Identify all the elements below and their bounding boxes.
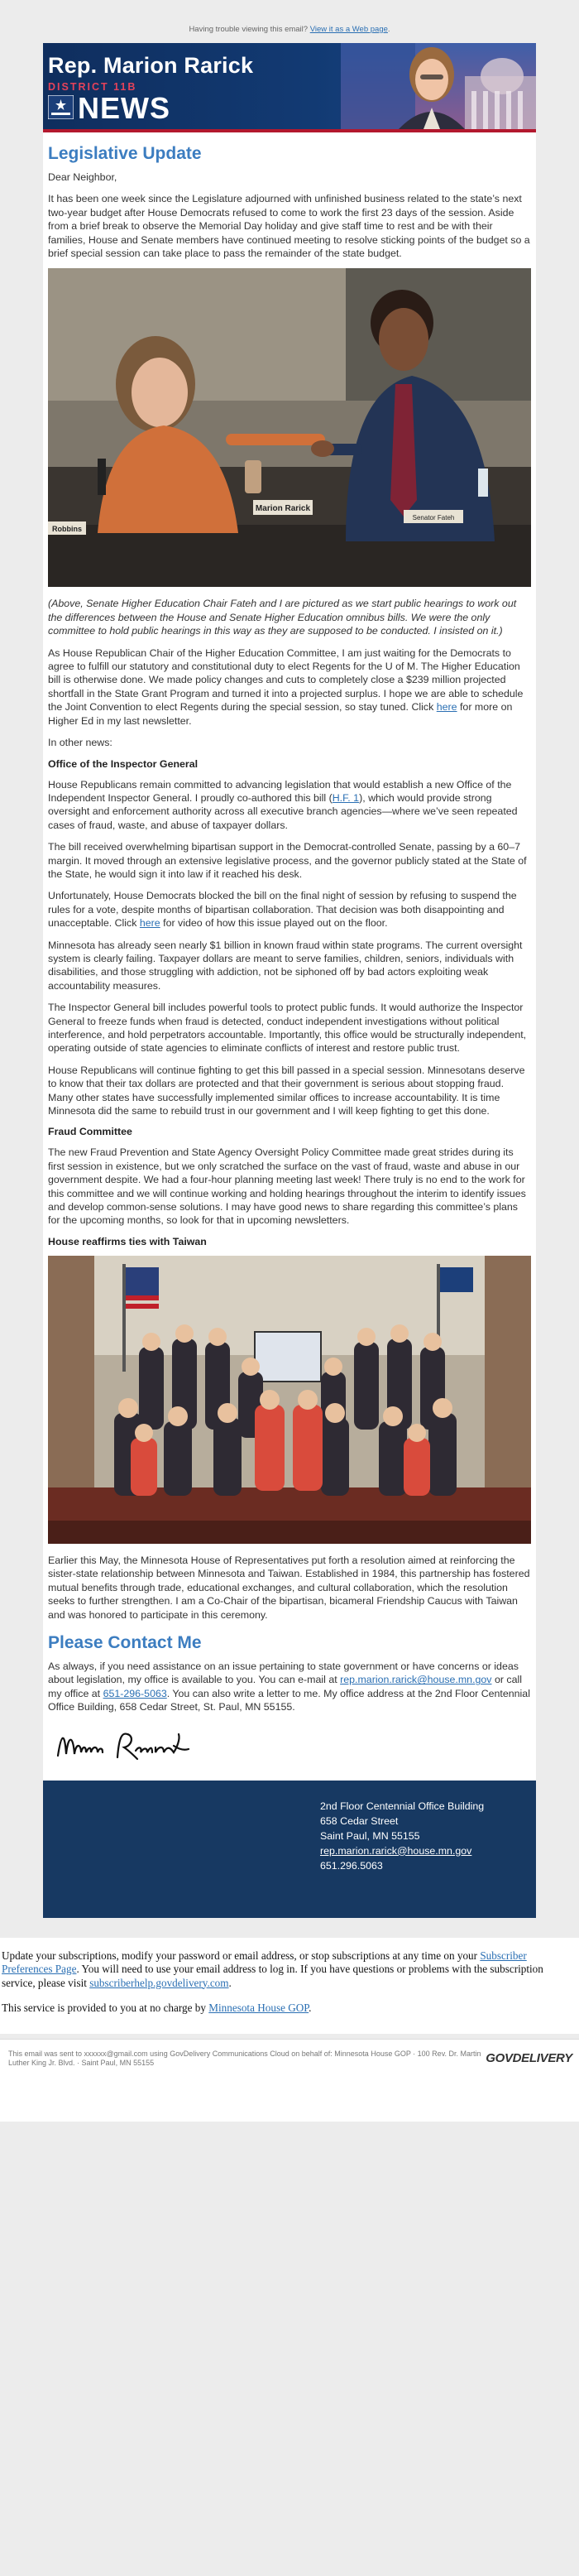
- subscription-info: [0, 1938, 579, 2034]
- office-address-footer: [43, 1781, 536, 1918]
- taiwan-resolution-group-photo: [48, 1256, 531, 1544]
- nameplate-robbins: Robbins: [52, 525, 82, 534]
- fraud-paragraph: The new Fraud Prevention and State Agency Oversight Policy Committee made great strides during its first session in existence, but we only scratched the surface on the vast of fraud, waste and abuse in our government despite. We had a four-hour planning meeting last week! There truly is no end to the work for this committee and we will continue working and holding hearings throughout the interim to identify issues and develop common-sense solutions. I may have good news to share regarding this committee’s plans for the upcoming months, so look for that in upcoming newsletters.: [48, 1146, 526, 1227]
- newsletter-banner: [43, 43, 536, 132]
- nameplate-rarick: Marion Rarick: [255, 504, 311, 514]
- footer-city: Saint Paul, MN 55155: [320, 1829, 420, 1842]
- contact-paragraph: As always, if you need assistance on an issue pertaining to state government or have concerns or ideas about legislation, my office is available to you. You can e-mail at rep.marion.rarick@house.mn.gov or call my office at 651-296-5063. You can also write a letter to me. My office address at the 2nd Floor Centennial Office Building, 658 Cedar Street, St. Paul, MN 55155.: [48, 1660, 530, 1713]
- trouble-viewing-text: Having trouble viewing this email?: [189, 25, 309, 34]
- capitol-portrait-image: [341, 43, 536, 129]
- higher-ed-hearing-photo: [48, 268, 531, 587]
- ig-paragraph-2: The bill received overwhelming bipartisan support in the Democrat-controlled Senate, passing by a 60–7 margin. It moved through an extensive legislative process, and the governor publicly stated at the State of the State, he would sign it into law if it reached his desk.: [48, 841, 527, 880]
- ig-paragraph-6: House Republicans will continue fighting to get this bill passed in a special session. Minnesotans deserve to know that their tax dollars are protected and that their government is serious about stopping fraud. Many other states have successfully implemented similar offices to increase accountability. It is time Minnesota did the same to rebuild trust in our government and I will keep fighting to get this done.: [48, 1064, 525, 1117]
- trouble-viewing-note: Having trouble viewing this email? View it as a Web page.: [189, 25, 390, 34]
- newsletter-container: [43, 43, 536, 1918]
- footer-street: 658 Cedar Street: [320, 1814, 399, 1827]
- subscription-paragraph: Update your subscriptions, modify your password or email address, or stop subscriptions at any time on your Subscriber Preferences Page. You will need to use your email address to log in. If you have questions or problems with the subscription service, please visit subscriberhelp.govdelivery.com.: [2, 1949, 543, 1989]
- sent-to-fineprint: This email was sent to xxxxxx@gmail.com using GovDelivery Communications Cloud on behalf of: Minnesota House GOP · 100 Rev. Dr. Martin Luther King Jr. Blvd. · Saint Paul, MN 55155: [8, 2049, 481, 2067]
- greeting: Dear Neighbor,: [48, 171, 117, 183]
- ig-paragraph-1: House Republicans remain committed to advancing legislation that would establish a new Office of the Independent Inspector General. I proudly co-authored this bill (H.F. 1), which would provide strong oversight and enforcement authority across all executive branch agencies—where we’ve seen repeated cases of fraud, waste, and abuse of taxpayer dollars.: [48, 778, 518, 831]
- contact-email-link[interactable]: rep.marion.rarick@house.mn.gov: [340, 1674, 492, 1686]
- signature-image: [53, 1723, 194, 1769]
- contact-phone-link[interactable]: 651-296-5063: [103, 1687, 167, 1699]
- govdelivery-footer: [0, 2039, 579, 2122]
- footer-phone: 651.296.5063: [320, 1859, 383, 1872]
- inspector-general-heading: Office of the Inspector General: [48, 757, 199, 770]
- other-news-label: In other news:: [48, 737, 112, 749]
- subscriber-help-link[interactable]: subscriberhelp.govdelivery.com: [89, 1976, 229, 1989]
- taiwan-paragraph: Earlier this May, the Minnesota House of Representatives put forth a resolution aimed at reinforcing the sister-state relationship between Minnesota and Taiwan. Established in 1984, this partnership has fostered mutual benefits through trade, educational exchanges, and cultural collaboration, which the resolution seeks to further strengthen. I am a Co-Chair of the bipartisan, bicameral Friendship Caucus with Taiwan and was honored to participate in this ceremony.: [48, 1554, 530, 1621]
- subscriber-preferences-link[interactable]: Subscriber Preferences Page: [2, 1949, 527, 1976]
- service-provider-paragraph: This service is provided to you at no charge by Minnesota House GOP.: [2, 2002, 312, 2015]
- nameplate-fateh: Senator Fateh: [412, 514, 455, 522]
- fraud-committee-heading: Fraud Committee: [48, 1126, 132, 1138]
- legislative-update-heading: Legislative Update: [48, 144, 202, 163]
- ig-paragraph-3: Unfortunately, House Democrats blocked the bill on the final night of session by refusing to suspend the rules for a vote, despite months of bipartisan collaboration. That decision was both disappointing and unacceptable. Click here for video of how this issue played out on the floor.: [48, 890, 517, 930]
- photo-caption: (Above, Senate Higher Education Chair Fateh and I are pictured as we start public hearings to work out the differences between the House and Senate Higher Education omnibus bills. We were the only committee to hold public hearings in this way as they are supposed to be conducted. I insisted on it.): [48, 598, 517, 637]
- govdelivery-logo: GOVDELIVERY: [486, 2050, 572, 2065]
- ig-paragraph-4: Minnesota has already seen nearly $1 billion in known fraud within state programs. The current oversight system is clearly failing. Taxpayer dollars are meant to serve families, children, seniors, individuals with disabilities, and those struggling with addiction, not be siphoned off by bad actors exploiting weak accountability measures.: [48, 939, 523, 992]
- intro-paragraph: It has been one week since the Legislature adjourned with unfinished business related to the state’s next two-year budget after House Democrats refused to come to work the first 23 days of the session. Aside from a brief break to observe the Memorial Day holiday and give staff time to rest and be with their families, House and Senate members have continued meeting to resolve sticking points of the budget so a brief special session can take place to pass the remainder of the state budget.: [48, 193, 530, 260]
- floor-video-link[interactable]: here: [139, 917, 160, 930]
- banner-news: NEWS: [78, 91, 170, 125]
- footer-building: 2nd Floor Centennial Office Building: [320, 1800, 485, 1812]
- footer-email-link[interactable]: rep.marion.rarick@house.mn.gov: [320, 1844, 472, 1857]
- taiwan-heading: House reaffirms ties with Taiwan: [48, 1235, 207, 1247]
- higher-ed-newsletter-link[interactable]: here: [436, 701, 457, 714]
- banner-district: DISTRICT 11B: [48, 81, 137, 93]
- minnesota-flag-icon: [48, 95, 74, 119]
- ig-paragraph-5: The Inspector General bill includes powerful tools to protect public funds. It would authorize the Inspector General to freeze funds when fraud is detected, conduct independent investigations without political interference, and hold perpetrators accountable. Importantly, this office would be structurally independent, operating outside of state agencies to eliminate conflicts of interest and restore public trust.: [48, 1002, 527, 1055]
- hf1-link[interactable]: H.F. 1: [332, 791, 360, 804]
- higher-ed-paragraph: As House Republican Chair of the Higher Education Committee, I am just waiting for the Democrats to agree to fulfill our statutory and constitutional duty to elect Regents for the U of M. The Higher Education bill is otherwise done. We made policy changes and cuts to completely close a $239 million projected shortfall in the State Grant Program and turned it into a projected surplus. I hope we are able to schedule the Joint Convention to elect Regents during the special session, so stay tuned. Click here for more on Higher Ed in my last newsletter.: [48, 646, 524, 727]
- contact-heading: Please Contact Me: [48, 1632, 202, 1652]
- mn-house-gop-link[interactable]: Minnesota House GOP: [208, 2002, 309, 2015]
- view-web-page-link[interactable]: View it as a Web page: [309, 25, 388, 34]
- banner-title: Rep. Marion Rarick: [48, 53, 254, 78]
